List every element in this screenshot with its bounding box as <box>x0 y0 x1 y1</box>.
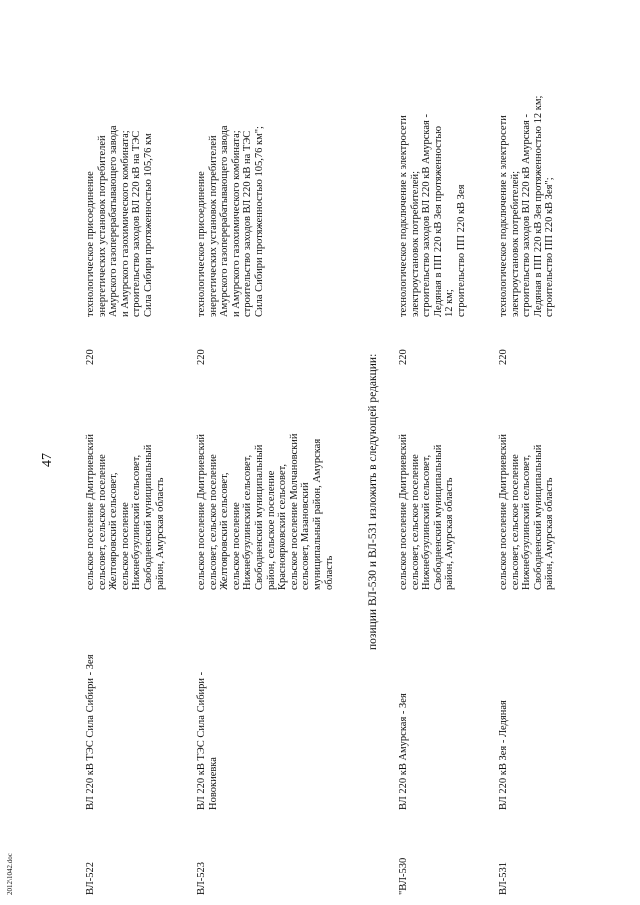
text-line: сельсовет, сельское поселение <box>509 454 521 590</box>
document-footer: 2012\1042.doc <box>6 853 14 895</box>
amendment-heading: позиции ВЛ-530 и ВЛ-531 изложить в следующей редакции: <box>367 353 379 650</box>
text-line: сельское поселение Дмитриевский <box>196 434 207 590</box>
text-line: сельсовет, сельское поселение <box>409 454 421 590</box>
text-line: электроустановок потребителей; <box>409 170 421 317</box>
line-name <box>196 595 219 810</box>
text-line: Нижнебузулинский сельсовет, <box>242 454 254 590</box>
text-line: энергетических установок потребителей <box>207 135 219 317</box>
text-line: Свободненский муниципальный <box>532 444 544 590</box>
text-line: Нижнебузулинский сельсовет, <box>131 454 143 590</box>
text-line: муниципальный район, Амурская <box>311 438 323 590</box>
purpose-cell <box>196 17 266 317</box>
page-number: 47 <box>40 453 55 467</box>
purpose-cell <box>498 17 556 317</box>
text-line: Ледяная в ПП 220 кВ Зея протяженностью 12 км; <box>532 95 544 317</box>
text-line: Амурского газоперерабатывающего завода <box>108 125 120 317</box>
text-line: Свободненский муниципальный <box>142 444 154 590</box>
text-line: район, Амурская область <box>444 477 456 590</box>
text-line: и Амурского газохимического комбината; <box>119 130 131 317</box>
location-cell <box>196 375 335 590</box>
row-id: ВЛ-523 <box>196 862 207 895</box>
text-line: технологическое присоединение <box>85 171 96 317</box>
location-cell <box>498 375 556 590</box>
text-line: район, Амурская область <box>154 477 166 590</box>
location-cell <box>398 375 456 590</box>
voltage-cell: 220 <box>85 349 96 365</box>
text-line: Сила Сибири протяженностью 105,76 км <box>142 133 154 317</box>
text-line: 12 км; <box>444 289 456 317</box>
text-line: сельское поселение Дмитриевский <box>398 434 409 590</box>
text-line: сельское поселение <box>119 502 131 590</box>
text-line: энергетических установок потребителей <box>96 135 108 317</box>
text-line: сельское поселение Дмитриевский <box>498 434 509 590</box>
location-cell <box>85 375 166 590</box>
voltage-cell: 220 <box>498 349 509 365</box>
text-line: ВЛ 220 кВ ТЭС Сила Сибири - Зея <box>85 654 96 810</box>
purpose-cell <box>85 17 155 317</box>
line-name <box>498 595 510 810</box>
text-line: сельсовет, Мазановский <box>300 482 312 590</box>
text-line: Желтояровский сельсовет, <box>108 472 120 590</box>
text-line: район, сельское поселение <box>265 470 277 590</box>
text-line: Красноярковский сельсовет, <box>277 463 289 590</box>
text-line: Желтояровский сельсовет, <box>219 472 231 590</box>
text-line: Ледяная в ПП 220 кВ Зея протяженностью <box>432 126 444 317</box>
voltage-cell: 220 <box>398 349 409 365</box>
text-line: технологическое подключение к электросети <box>498 115 509 317</box>
text-line: строительство ПП 220 кВ Зея"; <box>544 177 556 317</box>
line-name <box>85 595 97 810</box>
voltage-cell: 220 <box>196 349 207 365</box>
text-line: сельское поселение Дмитриевский <box>85 434 96 590</box>
text-line: технологическое присоединение <box>196 171 207 317</box>
text-line: строительство заходов ВЛ 220 кВ на ТЭС <box>131 130 143 317</box>
text-line: технологическое подключение к электросети <box>398 115 409 317</box>
text-line: строительство заходов ВЛ 220 кВ на ТЭС <box>242 130 254 317</box>
text-line: сельское поселение <box>230 502 242 590</box>
text-line: Нижнебузулинский сельсовет, <box>521 454 533 590</box>
text-line: строительство ПП 220 кВ Зея <box>455 184 467 317</box>
text-line: и Амурского газохимического комбината; <box>230 130 242 317</box>
text-line: строительство заходов ВЛ 220 кВ Амурская - <box>421 114 433 317</box>
text-line: Амурского газоперерабатывающего завода <box>219 125 231 317</box>
text-line: область <box>323 555 335 590</box>
text-line: Сила Сибири протяженностью 105,76 км"; <box>253 126 265 317</box>
text-line: сельское поселение Молчановский <box>288 433 300 590</box>
text-line: район, Амурская область <box>544 477 556 590</box>
text-line: Новокиевка <box>207 757 219 810</box>
text-line: ВЛ 220 кВ Амурская - Зея <box>398 693 409 810</box>
line-name <box>398 595 410 810</box>
text-line: электроустановок потребителей; <box>509 170 521 317</box>
row-id: "ВЛ-530 <box>398 857 409 895</box>
text-line: Свободненский муниципальный <box>432 444 444 590</box>
text-line: сельсовет, сельское поселение <box>96 454 108 590</box>
text-line: сельсовет, сельское поселение <box>207 454 219 590</box>
text-line: ВЛ 220 кВ Зея - Ледяная <box>498 700 509 810</box>
text-line: ВЛ 220 кВ ТЭС Сила Сибири - <box>196 671 207 810</box>
row-id: ВЛ-522 <box>85 862 96 895</box>
purpose-cell <box>398 17 468 317</box>
text-line: Нижнебузулинский сельсовет, <box>421 454 433 590</box>
row-id: ВЛ-531 <box>498 862 509 895</box>
text-line: Свободненский муниципальный <box>253 444 265 590</box>
text-line: строительство заходов ВЛ 220 кВ Амурская - <box>521 114 533 317</box>
